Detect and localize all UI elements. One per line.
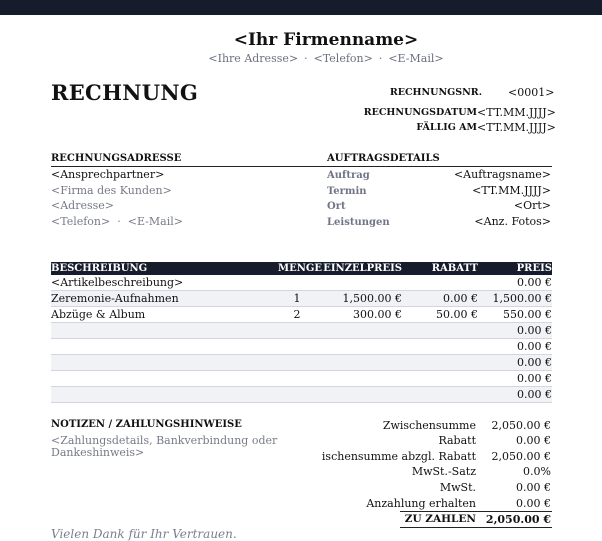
top-bar [0,0,602,15]
item-unit-price [322,323,402,339]
item-price: 1,500.00 € [478,291,552,307]
billing-heading: RECHNUNGSADRESSE [51,153,182,164]
subtotal-less-discount-label: ischensumme abzgl. Rabatt [321,450,476,463]
item-price: 0.00 € [478,371,552,387]
section-divider [51,166,552,167]
item-discount [402,371,478,387]
item-price: 0.00 € [478,339,552,355]
billing-contact: <Ansprechpartner> [51,168,165,181]
item-price: 0.00 € [478,275,552,291]
item-price: 0.00 € [478,355,552,371]
table-row [51,275,552,291]
order-value-date: <TT.MM.JJJJ> [472,184,551,197]
item-discount: 50.00 € [402,307,478,323]
order-label-date: Termin [327,186,367,197]
item-discount [402,275,478,291]
order-value-job: <Auftragsname> [453,168,551,181]
separator: · [378,52,383,65]
table-row [51,291,552,307]
item-price: 0.00 € [478,387,552,403]
items-table [51,262,552,403]
item-discount [402,339,478,355]
due-date-label: FÄLLIG AM [416,122,477,133]
separator: · [304,52,308,65]
order-label-place: Ort [327,201,346,212]
item-discount [402,387,478,403]
item-quantity: 2 [272,307,322,323]
table-row [51,371,552,387]
item-quantity [272,275,322,291]
invoice-number-label: RECHNUNGSNR. [389,87,482,98]
item-description [51,323,272,339]
item-unit-price: 300.00 € [322,307,402,323]
item-quantity [272,355,322,371]
invoice-date-value: <TT.MM.JJJJ> [477,106,556,119]
table-row [51,387,552,403]
item-description: <Artikelbeschreibung> [51,275,272,291]
item-price: 550.00 € [478,307,552,323]
order-label-services: Leistungen [327,217,390,228]
amount-due-value: 2,050.00 € [485,513,551,526]
item-description [51,371,272,387]
invoice-number-value: <0001> [508,86,555,99]
item-description [51,339,272,355]
item-unit-price [322,355,402,371]
item-quantity: 1 [272,291,322,307]
total-divider-bottom [400,527,552,528]
billing-company: <Firma des Kunden> [51,184,172,197]
subtotal-label: Zwischensumme [382,419,476,432]
tax-rate-label: MwSt.-Satz [411,465,476,478]
item-description: Abzüge & Album [51,307,272,323]
tax-value: 0.00 € [516,481,551,494]
due-date-value: <TT.MM.JJJJ> [477,121,556,134]
company-address: <Ihre Adresse> [208,52,299,65]
tax-rate-value: 0.0% [523,465,551,478]
discount-label: Rabatt [438,434,476,447]
table-row [51,339,552,355]
invoice-date-label: RECHNUNGSDATUM [363,107,477,118]
item-quantity [272,371,322,387]
document-title: RECHNUNG [51,80,199,105]
item-quantity [272,339,322,355]
header-discount: RABATT [402,262,478,275]
item-quantity [272,323,322,339]
table-row [51,323,552,339]
billing-phone-email [51,215,183,228]
discount-value: 0.00 € [516,434,551,447]
subtotal-value: 2,050.00 € [491,419,551,432]
item-discount: 0.00 € [402,291,478,307]
billing-phone: <Telefon> [51,215,111,228]
deposit-value: 0.00 € [516,497,551,510]
item-price: 0.00 € [478,323,552,339]
billing-address: <Adresse> [51,199,114,212]
item-unit-price [322,275,402,291]
tax-label: MwSt. [439,481,476,494]
order-value-place: <Ort> [513,199,551,212]
header-quantity: MENGE [272,262,322,275]
table-row [51,307,552,323]
item-quantity [272,387,322,403]
company-phone: <Telefon> [313,52,373,65]
company-name: <Ihr Firmenname> [233,30,419,50]
item-unit-price: 1,500.00 € [322,291,402,307]
item-discount [402,355,478,371]
notes-heading: NOTIZEN / ZAHLUNGSHINWEISE [51,419,242,430]
item-unit-price [322,387,402,403]
thank-you-note: Vielen Dank für Ihr Vertrauen. [51,527,237,541]
notes-line-1: <Zahlungsdetails, Bankverbindung oder [51,434,278,447]
order-label-job: Auftrag [327,170,370,181]
billing-email: <E-Mail> [127,215,183,228]
table-row [51,355,552,371]
header-price: PREIS [478,262,552,275]
item-description: Zeremonie-Aufnahmen [51,291,272,307]
table-header-row [51,262,552,275]
amount-due-label: ZU ZAHLEN [404,513,476,525]
company-contact [0,52,602,65]
item-description [51,387,272,403]
order-heading: AUFTRAGSDETAILS [327,153,440,164]
item-unit-price [322,371,402,387]
subtotal-less-discount-value: 2,050.00 € [491,450,551,463]
header-description: BESCHREIBUNG [51,262,272,275]
item-unit-price [322,339,402,355]
separator: · [117,215,121,228]
item-discount [402,323,478,339]
order-value-services: <Anz. Fotos> [474,215,551,228]
company-email: <E-Mail> [388,52,444,65]
header-unit-price: EINZELPREIS [323,263,402,274]
deposit-label: Anzahlung erhalten [366,497,476,510]
notes-line-2: Dankeshinweis> [51,446,145,459]
total-divider-top [400,511,552,512]
item-description [51,355,272,371]
